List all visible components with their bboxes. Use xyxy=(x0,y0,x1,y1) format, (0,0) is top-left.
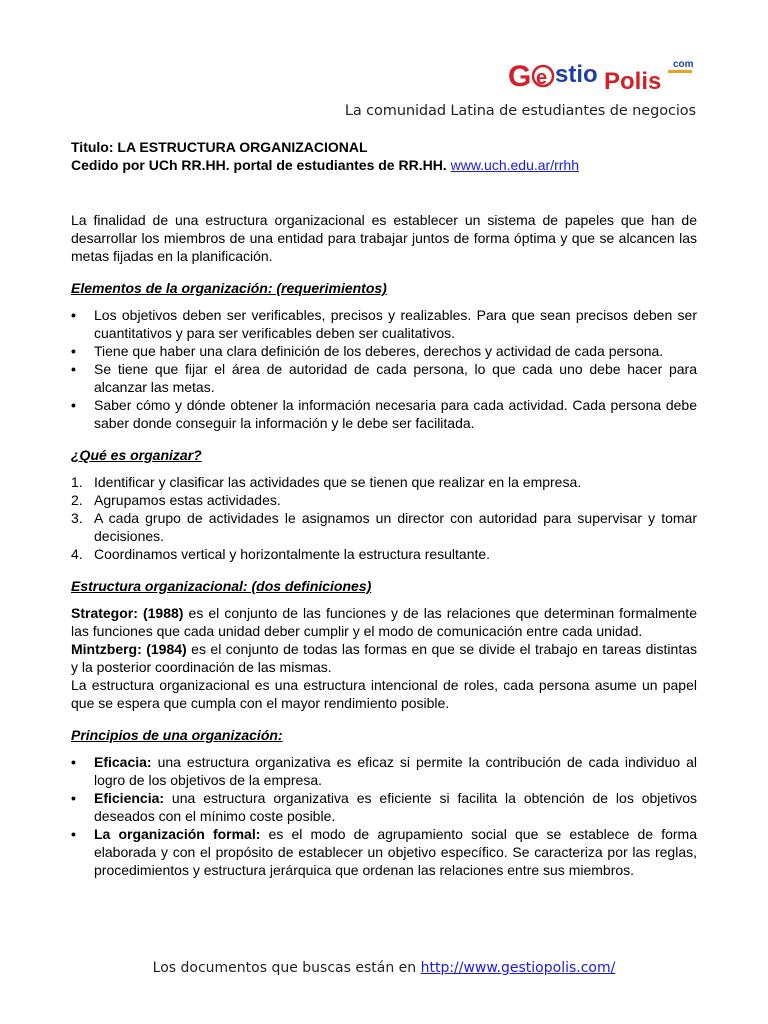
tagline: La comunidad Latina de estudiantes de negocios xyxy=(344,103,696,119)
logo-letter-e: e xyxy=(536,67,548,89)
list-item: 3. A cada grupo de actividades le asignamos un director con autoridad para supervisar y tomar decisiones. xyxy=(71,510,697,544)
list-number: 3. xyxy=(71,510,83,526)
estructura-closing: La estructura organizacional es una estructura intencional de roles, cada persona asume un papel que se espera que cumpla con el mayor rendimiento posible. xyxy=(71,677,697,711)
credit-text: Cedido por UCh RR.HH. portal de estudiantes de RR.HH. xyxy=(71,157,447,173)
logo-stio: stio xyxy=(555,61,598,88)
logo-com: com xyxy=(673,59,694,70)
heading-organizar: ¿Qué es organizar? xyxy=(71,447,202,463)
list-item: 2. Agrupamos estas actividades. xyxy=(71,492,281,508)
bullet-icon: • xyxy=(71,397,76,413)
list-number: 2. xyxy=(71,492,83,508)
list-item: • Saber cómo y dónde obtener la información necesaria para cada actividad. Cada persona debe saber donde conseguir la información y le debe ser facilitada. xyxy=(71,397,697,431)
footer xyxy=(0,960,768,976)
bullet-icon: • xyxy=(71,790,76,806)
logo-orange-bar xyxy=(668,70,692,73)
document-title: Titulo: LA ESTRUCTURA ORGANIZACIONAL xyxy=(71,139,368,155)
gestiopolis-link[interactable]: http://www.gestiopolis.com/ xyxy=(420,960,616,976)
list-number: 1. xyxy=(71,474,83,490)
list-item: • Eficacia: una estructura organizativa es eficaz si permite la contribución de cada individuo al logro de los objetivos de la empresa. xyxy=(71,754,697,788)
intro-paragraph: La finalidad de una estructura organizacional es establecer un sistema de papeles que han de desarrollar los miembros de una entidad para trabajar juntos de forma óptima y que se alcancen las metas fijadas en la planificación. xyxy=(71,212,697,264)
list-item: • La organización formal: es el modo de agrupamiento social que se establece de forma elaborada y con el propósito de establecer un objetivo específico. Se caracteriza por las reglas, procedimientos y estructura jerárquica que ordenan las relaciones entre sus miembros. xyxy=(71,826,697,878)
definition-mintzberg: Mintzberg: (1984) es el conjunto de todas las formas en que se divide el trabajo en tareas distintas y la posterior coordinación de las mismas. xyxy=(71,641,697,675)
heading-estructura: Estructura organizacional: (dos definiciones) xyxy=(71,578,372,594)
list-organizar xyxy=(71,473,697,563)
bullet-icon: • xyxy=(71,361,76,377)
bullet-icon: • xyxy=(71,826,76,842)
bullet-icon: • xyxy=(71,343,76,359)
list-principios xyxy=(71,753,697,879)
logo-letter-g: G xyxy=(508,60,532,93)
list-item: 1. Identificar y clasificar las actividades que se tienen que realizar en la empresa. xyxy=(71,474,582,490)
list-item: 4. Coordinamos vertical y horizontalmente la estructura resultante. xyxy=(71,546,491,562)
list-elementos xyxy=(71,306,697,432)
list-number: 4. xyxy=(71,546,83,562)
bullet-icon: • xyxy=(71,307,76,323)
bullet-icon: • xyxy=(71,754,76,770)
document-body xyxy=(71,211,697,879)
uch-link[interactable]: www.uch.edu.ar/rrhh xyxy=(450,157,579,173)
list-item: • Se tiene que fijar el área de autoridad de cada persona, lo que cada uno debe hacer para alcanzar las metas. xyxy=(71,361,697,395)
definition-strategor: Strategor: (1988) es el conjunto de las funciones y de las relaciones que determinan formalmente las funciones que cada unidad deber cumplir y el modo de comunicación entre cada unidad. xyxy=(71,605,697,639)
title-block xyxy=(71,138,701,174)
logo-polis: Polis xyxy=(604,68,662,95)
heading-principios: Principios de una organización: xyxy=(71,727,283,743)
list-item: • Tiene que haber una clara definición de los deberes, derechos y actividad de cada persona. xyxy=(71,343,664,359)
list-item: • Eficiencia: una estructura organizativa es eficiente si facilita la obtención de los objetivos deseados con el mínimo coste posible. xyxy=(71,790,697,824)
credit-line xyxy=(71,156,701,174)
footer-text: Los documentos que buscas están en xyxy=(152,960,421,976)
gestiopolis-logo[interactable] xyxy=(508,56,698,96)
heading-elementos: Elementos de la organización: (requerimientos) xyxy=(71,280,387,296)
list-item: • Los objetivos deben ser verificables, precisos y realizables. Para que sean precisos deben ser cuantitativos y para ser verificables deben ser cualitativos. xyxy=(71,307,697,341)
